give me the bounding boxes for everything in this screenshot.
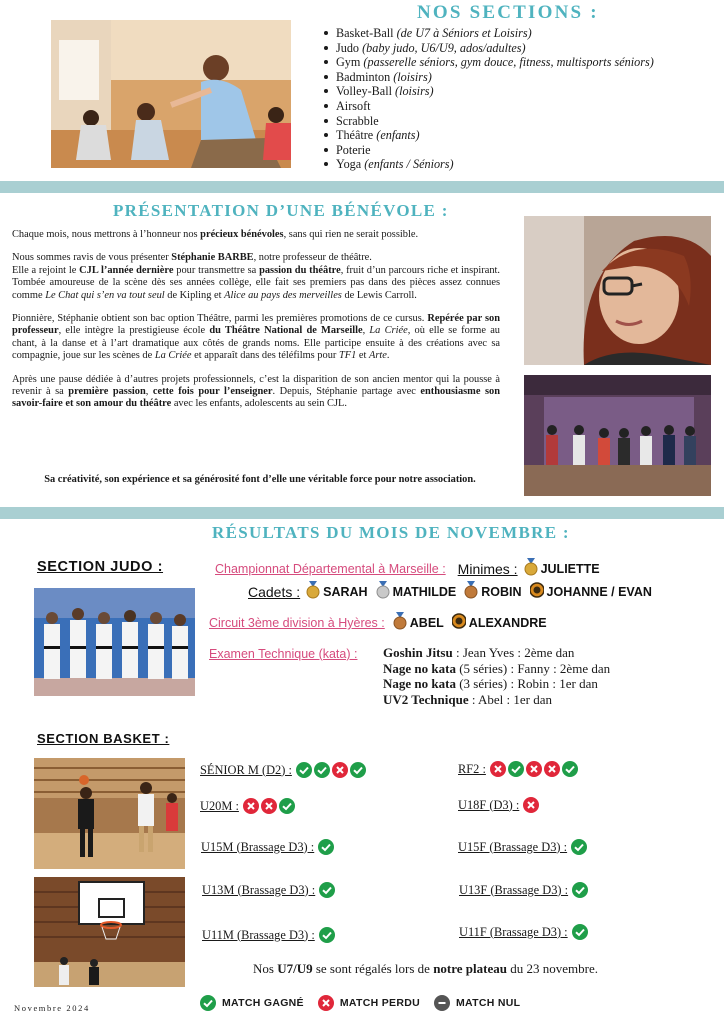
team-label: U20M : [200,798,239,813]
list-item: Scrabble [322,114,654,129]
cadets-label: Cadets : [248,584,301,600]
team-result-row [458,761,580,777]
list-item: Judo (baby judo, U6/U9, ados/adultes) [322,41,654,56]
fifth-place-medal-icon [530,581,544,599]
loss-icon [261,798,277,814]
results-legend [200,995,534,1011]
team-result-row [201,839,336,855]
gym-class-photo [51,20,291,168]
loss-icon [332,762,348,778]
loss-icon [523,797,539,813]
u7-u9-note: Nos U7/U9 se sont régalés lors de notre plateau du 23 novembre. [253,961,598,976]
team-label: U13M (Brassage D3) : [202,882,316,897]
judo-section-title: SECTION JUDO : [37,559,164,575]
win-icon [571,839,587,855]
presentation-line: Nous sommes ravis de vous présenter Stéphanie BARBE, notre professeur de théâtre. [12,252,372,264]
list-item: Volley-Ball (loisirs) [322,84,654,99]
team-label: SÉNIOR M (D2) : [200,762,292,777]
loss-icon [243,798,259,814]
team-result-row [459,924,590,940]
win-icon [350,762,366,778]
medalist-name: SARAH [323,585,368,599]
win-icon [314,762,330,778]
basket-section-title: SECTION BASKET : [37,731,170,746]
team-result-row [200,762,368,778]
gold-medal-icon [524,558,538,576]
win-icon [318,839,334,855]
win-icon [508,761,524,777]
kata-line: Nage no kata (5 séries) : Fanny : 2ème dan [383,660,611,676]
list-item: Gym (passerelle séniors, gym douce, fitness, multisports séniors) [322,55,654,70]
win-icon [279,798,295,814]
team-label: U11M (Brassage D3) : [202,927,315,942]
basket-match-photo [34,758,185,869]
basket-hoop-photo [34,877,185,987]
team-result-row [458,797,541,813]
list-item: Poterie [322,143,654,158]
win-icon [319,882,335,898]
kata-line: Nage no kata (3 séries) : Robin : 1er dan [383,676,598,691]
list-item: Airsoft [322,99,654,114]
volunteer-portrait [524,216,711,365]
kata-results [383,645,610,707]
bronze-medal-icon [393,612,407,630]
win-icon [200,995,216,1011]
win-icon [572,924,588,940]
loss-icon [544,761,560,777]
loss-icon [318,995,334,1011]
return-paragraph: Après une pause dédiée à d’autres projets professionnels, c’est la disparition de son ancien mentor qui la pousse à revenir à sa première passion, cette fois pour l’enseigner. Depuis, Stéphanie partage avec enthousiasme son savoir-faire et son amour du théâtre avec les enfants, adolescents au sein CJL. [12,373,500,410]
bronze-medal-icon [464,581,478,599]
career-paragraph: Pionnière, Stéphanie obtient son bac option Théâtre, parmi les premières promotions de ce cursus. Repérée par son professeur, elle intègre la prestigieuse école du Théâtre National de Marseille, La Criée, où elle se forme au chant, à la danse et à l’art dramatique aux côtés de grands noms. Elle participe ensuite à des créations avec sa compagnie, joue sur les scènes de La Criée et apparaît dans des téléfilms pour TF1 et Arte. [12,313,500,362]
team-result-row [202,882,337,898]
loss-icon [526,761,542,777]
win-icon [319,927,335,943]
fifth-place-medal-icon [452,612,466,630]
background-paragraph: Elle a rejoint le CJL l’année dernière pour transmettre sa passion du théâtre, fruit d’un parcours riche et inspirant. Tombée amoureuse de la scène dès ses années collège, elle fait ses premiers pas dans des pièces assez connues comme Le Chat qui s’en va tout seul de Kipling et Alice au pays des merveilles de Lewis Carroll. [12,264,501,301]
loss-icon [490,761,506,777]
divider-band [0,181,724,193]
circuit-label: Circuit 3ème division à Hyères : [209,616,385,630]
cadets-row [248,583,652,601]
list-item: Yoga (enfants / Séniors) [322,157,654,172]
medalist-name: ALEXANDRE [468,616,547,630]
team-result-row [202,927,337,943]
legend-draw-label: MATCH NUL [455,997,521,1009]
medalist-name: MATHILDE [392,585,457,599]
minimes-label: Minimes : [457,561,518,577]
team-label: U11F (Brassage D3) : [459,924,568,939]
theatre-kids-photo [524,375,711,496]
legend-win-label: MATCH GAGNÉ [222,997,304,1009]
championnat-label: Championnat Départemental à Marseille : [215,562,446,576]
win-icon [562,761,578,777]
medalist-name: ABEL [409,616,444,630]
medalist-name: JULIETTE [540,562,600,576]
team-label: U15M (Brassage D3) : [201,839,315,854]
examen-label: Examen Technique (kata) : [209,647,358,661]
judo-team-photo [34,588,195,696]
team-label: U15F (Brassage D3) : [458,839,568,854]
divider-band [0,507,724,519]
medalist-name: JOHANNE / EVAN [546,585,652,599]
results-title: RÉSULTATS DU MOIS DE NOVEMBRE : [212,523,570,542]
intro-paragraph: Chaque mois, nous mettrons à l’honneur nos précieux bénévoles, sans qui rien ne serait possible. [12,229,419,240]
sections-list [322,26,654,172]
team-label: U13F (Brassage D3) : [459,882,569,897]
team-result-row [200,798,297,814]
gold-medal-icon [306,581,320,599]
draw-icon [434,995,450,1011]
team-result-row [458,839,589,855]
volunteer-title: PRÉSENTATION D’UNE BÉNÉVOLE : [113,201,449,220]
team-result-row [459,882,590,898]
win-icon [296,762,312,778]
volunteer-closing: Sa créativité, son expérience et sa générosité font d’elle une véritable force pour notre association. [44,474,476,485]
championnat-row [215,560,600,578]
team-label: U18F (D3) : [458,797,520,812]
footer-date: Novembre 2024 [14,1003,90,1013]
legend-loss-label: MATCH PERDU [339,997,420,1009]
list-item: Basket-Ball (de U7 à Séniors et Loisirs) [322,26,654,41]
kata-line: Goshin Jitsu : Jean Yves : 2ème dan [383,645,575,660]
circuit-row [209,614,547,632]
win-icon [572,882,588,898]
team-label: RF2 : [458,761,486,776]
sections-title: NOS SECTIONS : [417,2,599,23]
medalist-name: ROBIN [481,585,522,599]
kata-line: UV2 Technique : Abel : 1er dan [383,691,553,707]
volunteer-text [12,229,500,422]
list-item: Théâtre (enfants) [322,128,654,143]
list-item: Badminton (loisirs) [322,70,654,85]
silver-medal-icon [376,581,390,599]
